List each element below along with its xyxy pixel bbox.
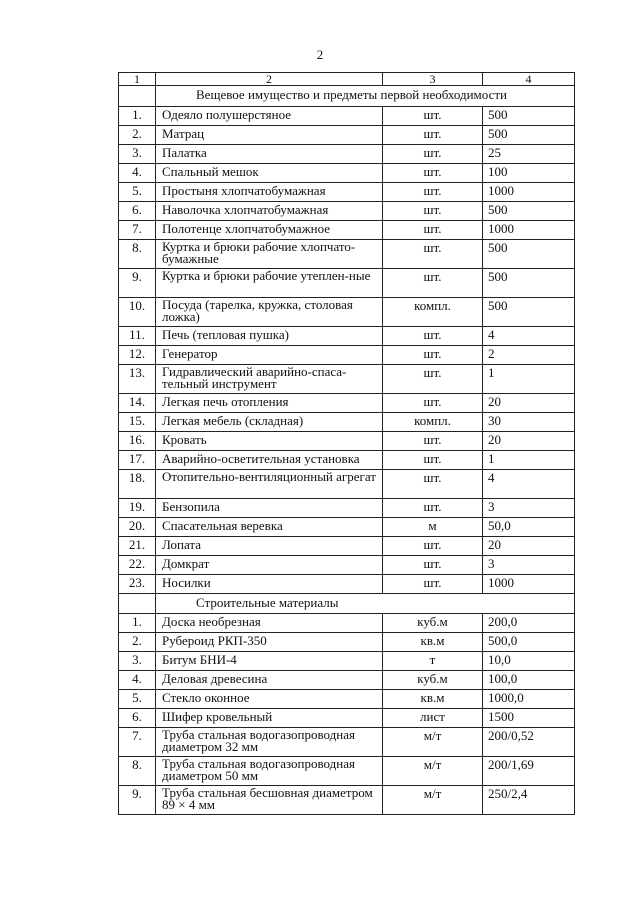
row-number: 6. bbox=[119, 709, 156, 728]
item-unit: шт. bbox=[383, 470, 483, 499]
item-name: Доска необрезная bbox=[156, 614, 383, 633]
item-unit: лист bbox=[383, 709, 483, 728]
item-quantity: 4 bbox=[483, 470, 575, 499]
column-header: 4 bbox=[483, 73, 575, 86]
table-row bbox=[119, 652, 575, 671]
table-row bbox=[119, 432, 575, 451]
item-unit: компл. bbox=[383, 298, 483, 327]
item-name: Посуда (тарелка, кружка, столовая ложка) bbox=[156, 298, 383, 327]
item-name: Легкая мебель (складная) bbox=[156, 413, 383, 432]
item-quantity: 10,0 bbox=[483, 652, 575, 671]
item-unit: шт. bbox=[383, 145, 483, 164]
item-name: Лопата bbox=[156, 537, 383, 556]
item-name: Труба стальная бесшовная диаметром 89 × 4 мм bbox=[156, 786, 383, 815]
item-name: Отопительно-вентиляционный агрегат bbox=[156, 470, 383, 499]
row-number: 21. bbox=[119, 537, 156, 556]
item-quantity: 250/2,4 bbox=[483, 786, 575, 815]
row-number: 1. bbox=[119, 614, 156, 633]
row-number: 7. bbox=[119, 221, 156, 240]
row-number: 6. bbox=[119, 202, 156, 221]
item-quantity: 20 bbox=[483, 394, 575, 413]
item-quantity: 1000,0 bbox=[483, 690, 575, 709]
table-row bbox=[119, 365, 575, 394]
row-number: 12. bbox=[119, 346, 156, 365]
table-row bbox=[119, 451, 575, 470]
table-row bbox=[119, 346, 575, 365]
item-unit: шт. bbox=[383, 221, 483, 240]
item-quantity: 3 bbox=[483, 556, 575, 575]
row-number: 3. bbox=[119, 145, 156, 164]
item-name: Стекло оконное bbox=[156, 690, 383, 709]
item-name: Шифер кровельный bbox=[156, 709, 383, 728]
item-name: Бензопила bbox=[156, 499, 383, 518]
item-quantity: 1500 bbox=[483, 709, 575, 728]
table-row bbox=[119, 728, 575, 757]
item-unit: м/т bbox=[383, 786, 483, 815]
item-name: Битум БНИ-4 bbox=[156, 652, 383, 671]
item-quantity: 50,0 bbox=[483, 518, 575, 537]
item-name: Труба стальная водогазопроводная диаметром 32 мм bbox=[156, 728, 383, 757]
item-unit: шт. bbox=[383, 327, 483, 346]
table-row bbox=[119, 690, 575, 709]
item-unit: м bbox=[383, 518, 483, 537]
item-unit: шт. bbox=[383, 269, 483, 298]
table-row bbox=[119, 575, 575, 594]
row-number: 4. bbox=[119, 164, 156, 183]
table-row bbox=[119, 107, 575, 126]
row-number: 9. bbox=[119, 269, 156, 298]
table-row bbox=[119, 145, 575, 164]
item-unit: шт. bbox=[383, 451, 483, 470]
row-number: 13. bbox=[119, 365, 156, 394]
item-unit: шт. bbox=[383, 240, 483, 269]
table-row bbox=[119, 240, 575, 269]
item-quantity: 4 bbox=[483, 327, 575, 346]
row-number: 9. bbox=[119, 786, 156, 815]
item-name: Матрац bbox=[156, 126, 383, 145]
table-row bbox=[119, 709, 575, 728]
item-unit: куб.м bbox=[383, 614, 483, 633]
row-number: 19. bbox=[119, 499, 156, 518]
item-name: Легкая печь отопления bbox=[156, 394, 383, 413]
row-number: 23. bbox=[119, 575, 156, 594]
item-name: Простыня хлопчатобумажная bbox=[156, 183, 383, 202]
row-number: 3. bbox=[119, 652, 156, 671]
row-number: 11. bbox=[119, 327, 156, 346]
item-name: Спасательная веревка bbox=[156, 518, 383, 537]
item-unit: шт. bbox=[383, 365, 483, 394]
item-unit: шт. bbox=[383, 107, 483, 126]
row-number: 1. bbox=[119, 107, 156, 126]
table-row bbox=[119, 499, 575, 518]
table-header-row bbox=[119, 73, 575, 86]
table-row bbox=[119, 327, 575, 346]
row-number: 20. bbox=[119, 518, 156, 537]
item-unit: м/т bbox=[383, 757, 483, 786]
table-row bbox=[119, 221, 575, 240]
item-unit: компл. bbox=[383, 413, 483, 432]
item-name: Одеяло полушерстяное bbox=[156, 107, 383, 126]
row-number: 18. bbox=[119, 470, 156, 499]
column-header: 1 bbox=[119, 73, 156, 86]
item-unit: шт. bbox=[383, 346, 483, 365]
row-number: 5. bbox=[119, 183, 156, 202]
item-quantity: 200/0,52 bbox=[483, 728, 575, 757]
item-unit: шт. bbox=[383, 556, 483, 575]
row-number: 17. bbox=[119, 451, 156, 470]
item-unit: шт. bbox=[383, 432, 483, 451]
item-quantity: 500 bbox=[483, 107, 575, 126]
row-number: 8. bbox=[119, 757, 156, 786]
row-number: 15. bbox=[119, 413, 156, 432]
item-name: Рубероид РКП-350 bbox=[156, 633, 383, 652]
item-name: Труба стальная водогазопроводная диаметром 50 мм bbox=[156, 757, 383, 786]
section-spacer-cell bbox=[119, 594, 156, 614]
row-number: 7. bbox=[119, 728, 156, 757]
item-quantity: 1000 bbox=[483, 221, 575, 240]
item-unit: куб.м bbox=[383, 671, 483, 690]
row-number: 2. bbox=[119, 126, 156, 145]
table-row bbox=[119, 757, 575, 786]
table-row bbox=[119, 633, 575, 652]
item-name: Палатка bbox=[156, 145, 383, 164]
section-header-row bbox=[119, 594, 575, 614]
item-name: Куртка и брюки рабочие хлопчато-бумажные bbox=[156, 240, 383, 269]
item-quantity: 20 bbox=[483, 432, 575, 451]
item-quantity: 200/1,69 bbox=[483, 757, 575, 786]
item-quantity: 1000 bbox=[483, 183, 575, 202]
item-quantity: 500,0 bbox=[483, 633, 575, 652]
table-row bbox=[119, 269, 575, 298]
item-unit: кв.м bbox=[383, 633, 483, 652]
item-unit: шт. bbox=[383, 575, 483, 594]
row-number: 4. bbox=[119, 671, 156, 690]
item-unit: шт. bbox=[383, 183, 483, 202]
item-quantity: 100,0 bbox=[483, 671, 575, 690]
column-header: 3 bbox=[383, 73, 483, 86]
item-name: Носилки bbox=[156, 575, 383, 594]
item-quantity: 3 bbox=[483, 499, 575, 518]
section-title: Вещевое имущество и предметы первой необходимости bbox=[156, 86, 575, 107]
item-unit: шт. bbox=[383, 537, 483, 556]
page-number: 2 bbox=[316, 47, 324, 62]
item-quantity: 2 bbox=[483, 346, 575, 365]
item-quantity: 500 bbox=[483, 202, 575, 221]
item-unit: кв.м bbox=[383, 690, 483, 709]
item-name: Полотенце хлопчатобумажное bbox=[156, 221, 383, 240]
item-quantity: 20 bbox=[483, 537, 575, 556]
section-title: Строительные материалы bbox=[156, 594, 575, 614]
row-number: 14. bbox=[119, 394, 156, 413]
item-unit: шт. bbox=[383, 499, 483, 518]
item-name: Аварийно-осветительная установка bbox=[156, 451, 383, 470]
item-quantity: 200,0 bbox=[483, 614, 575, 633]
table-row bbox=[119, 413, 575, 432]
item-quantity: 25 bbox=[483, 145, 575, 164]
row-number: 10. bbox=[119, 298, 156, 327]
item-quantity: 100 bbox=[483, 164, 575, 183]
table-row bbox=[119, 394, 575, 413]
item-name: Спальный мешок bbox=[156, 164, 383, 183]
item-unit: м/т bbox=[383, 728, 483, 757]
item-unit: шт. bbox=[383, 202, 483, 221]
item-quantity: 1000 bbox=[483, 575, 575, 594]
item-quantity: 1 bbox=[483, 451, 575, 470]
item-quantity: 500 bbox=[483, 269, 575, 298]
item-name: Гидравлический аварийно-спаса-тельный инструмент bbox=[156, 365, 383, 394]
item-quantity: 30 bbox=[483, 413, 575, 432]
inventory-table bbox=[118, 72, 575, 815]
item-name: Генератор bbox=[156, 346, 383, 365]
row-number: 8. bbox=[119, 240, 156, 269]
table-row bbox=[119, 126, 575, 145]
item-name: Наволочка хлопчатобумажная bbox=[156, 202, 383, 221]
row-number: 5. bbox=[119, 690, 156, 709]
table-row bbox=[119, 202, 575, 221]
item-quantity: 500 bbox=[483, 240, 575, 269]
table-row bbox=[119, 470, 575, 499]
item-name: Домкрат bbox=[156, 556, 383, 575]
item-name: Кровать bbox=[156, 432, 383, 451]
table-row bbox=[119, 183, 575, 202]
row-number: 22. bbox=[119, 556, 156, 575]
table-row bbox=[119, 537, 575, 556]
column-header: 2 bbox=[156, 73, 383, 86]
table-row bbox=[119, 786, 575, 815]
item-name: Куртка и брюки рабочие утеплен-ные bbox=[156, 269, 383, 298]
item-quantity: 500 bbox=[483, 126, 575, 145]
table-row bbox=[119, 518, 575, 537]
section-spacer-cell bbox=[119, 86, 156, 107]
row-number: 16. bbox=[119, 432, 156, 451]
item-unit: шт. bbox=[383, 126, 483, 145]
item-unit: т bbox=[383, 652, 483, 671]
item-quantity: 500 bbox=[483, 298, 575, 327]
table-row bbox=[119, 556, 575, 575]
item-unit: шт. bbox=[383, 164, 483, 183]
item-unit: шт. bbox=[383, 394, 483, 413]
item-quantity: 1 bbox=[483, 365, 575, 394]
table-row bbox=[119, 671, 575, 690]
table-row bbox=[119, 298, 575, 327]
table-row bbox=[119, 614, 575, 633]
table-row bbox=[119, 164, 575, 183]
item-name: Деловая древесина bbox=[156, 671, 383, 690]
section-header-row bbox=[119, 86, 575, 107]
row-number: 2. bbox=[119, 633, 156, 652]
item-name: Печь (тепловая пушка) bbox=[156, 327, 383, 346]
